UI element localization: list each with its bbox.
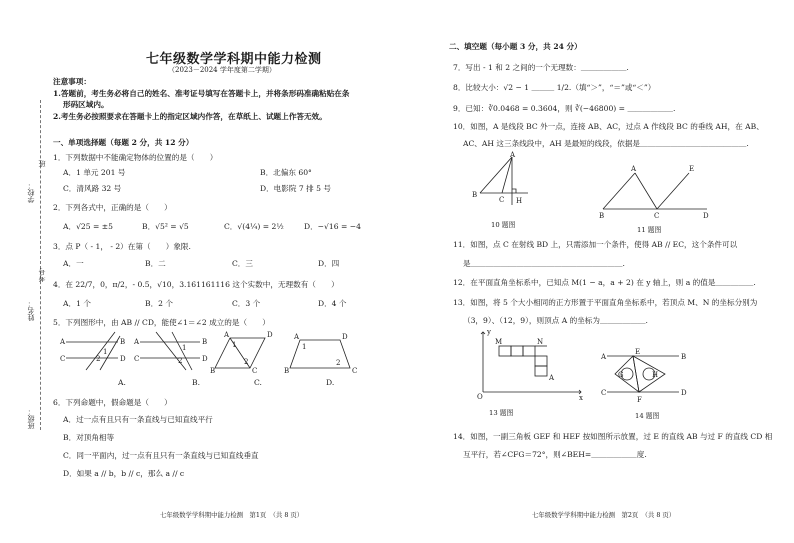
svg-text:B: B (120, 338, 126, 346)
figure-10 (472, 153, 542, 213)
question-8: 8．比较大小：√2 − 1 ＿＿＿ 1/2.（填“＞”，“＝”或“＜”） (453, 83, 656, 92)
question-11-line-1: 11．如图，点 C 在射线 BD 上，只需添加一个条件，使得 AB // EC，这个条件可以 (453, 240, 738, 249)
question-4: 4．在 22/7，0，π/2，- 0.5，√10，3.161161116 这个实数中，无理数有（ ） (53, 280, 339, 289)
q2-option-d: D．−√16 = −4 (304, 222, 361, 231)
q5-figures (60, 330, 360, 378)
fig13-label-m: M (495, 338, 503, 346)
q3-option-c: C．三 (232, 259, 253, 268)
fig14-label-a: A (601, 353, 607, 361)
fig14-label-c: C (601, 389, 607, 397)
svg-text:B: B (284, 367, 290, 375)
fig11-label-b: B (599, 212, 605, 220)
fig13-label-x: x (579, 394, 583, 402)
q3-option-d: D．四 (318, 259, 340, 268)
figure-14 (597, 344, 687, 406)
figure-13 (477, 330, 587, 402)
notes-title: 注意事项： (53, 77, 91, 86)
svg-text:2: 2 (244, 358, 249, 366)
note-2: 2.考生务必按照要求在答题卡上的指定区域内作答，在草纸上、试题上作答无效。 (53, 112, 327, 121)
question-11-line-2: 是＿＿＿＿＿＿＿＿＿＿＿＿＿＿＿＿＿＿＿＿. (463, 259, 625, 268)
fig14-label-b: B (681, 353, 687, 361)
fig14-label-f: F (637, 396, 642, 404)
svg-text:D: D (342, 333, 348, 341)
svg-text:A: A (224, 331, 230, 339)
svg-text:D: D (267, 331, 273, 339)
q2-option-c: C．√(4¼) = 2½ (224, 222, 284, 231)
q1-option-a: A．1 单元 201 号 (63, 168, 126, 177)
question-3: 3．点 P（ - 1， - 2）在第（ ）象限. (53, 242, 191, 251)
fig10-label-c: C (499, 196, 505, 204)
q4-option-d: D．4 个 (318, 299, 347, 308)
section-1-heading: 一、单项选择题（每题 2 分，共 12 分） (53, 138, 194, 147)
svg-text:B: B (202, 338, 208, 346)
exam-title: 七年级数学学科期中能力检测 (146, 52, 322, 67)
svg-text:D: D (120, 355, 126, 363)
svg-text:2: 2 (96, 355, 101, 363)
svg-text:B: B (210, 367, 216, 375)
fig14-label-d: D (681, 389, 687, 397)
q6-option-c: C．同一平面内，过一点有且只有一条直线与已知直线垂直 (63, 451, 259, 460)
q1-option-d: D．电影院 7 排 5 号 (260, 184, 331, 193)
svg-text:D: D (202, 355, 208, 363)
fig14-caption: 14 题图 (635, 412, 660, 420)
question-6: 6．下列命题中，假命题是（ ） (53, 398, 172, 407)
q6-option-a: A．过一点有且只有一条直线与已知直线平行 (63, 415, 213, 424)
fig13-label-n: N (537, 338, 544, 346)
question-2: 2．下列各式中，正确的是（ ） (53, 203, 172, 212)
fig13-caption: 13 题图 (489, 409, 514, 417)
q5-figure-c (215, 338, 265, 368)
svg-text:A: A (134, 338, 140, 346)
note-1b: 形码区域内。 (63, 100, 109, 109)
question-7: 7．写出 - 1 和 2 之间的一个无理数：＿＿＿＿＿＿. (453, 63, 629, 72)
q4-option-a: A．1 个 (63, 299, 91, 308)
svg-text:1: 1 (103, 348, 108, 356)
fig10-caption: 10 题图 (491, 221, 516, 229)
fig14-label-h: H (652, 371, 659, 379)
question-9: 9．已知：∛0.0468 = 0.3604，则 ∛(−46800) = ＿＿＿＿＿＿. (453, 104, 676, 113)
q5-figure-b (140, 332, 200, 370)
figure-11 (597, 163, 717, 221)
q4-option-b: B．2 个 (145, 299, 174, 308)
fig13-label-o: O (477, 393, 483, 401)
q5-figure-d (290, 340, 350, 368)
side-school-label: 学校： (27, 182, 35, 203)
question-10-line-2: AC、AH 这三条线段中，AH 是最短的线段，依据是＿＿＿＿＿＿＿＿＿＿＿＿＿＿. (463, 139, 749, 148)
question-14-line-2: 互平行，若∠CFG＝72°，则∠BEH=＿＿＿＿＿＿度. (463, 450, 647, 459)
svg-text:2: 2 (336, 359, 341, 367)
q1-option-c: C．清风路 32 号 (63, 184, 122, 193)
question-12: 12．在平面直角坐标系中，已知点 M(1 − a，a + 2) 在 y 轴上，则 a 的值是＿＿＿＿＿. (453, 278, 756, 287)
fig14-label-g: G (618, 371, 624, 379)
svg-text:A: A (60, 338, 66, 346)
fig10-label-a: A (510, 151, 516, 159)
exam-subtitle: （2023－2024 学年度第二学期） (168, 66, 276, 74)
fig13-label-y: y (487, 328, 491, 336)
q5-figure-a (66, 332, 120, 370)
q2-option-a: A．√25 = ±5 (63, 222, 113, 231)
fig11-caption: 11 题图 (637, 226, 662, 234)
fig11-label-a: A (631, 165, 637, 173)
svg-text:C: C (134, 355, 140, 363)
note-1: 1.答题前，考生务必将自己的姓名、准考证号填写在答题卡上，并将条形码准确粘贴在条 (53, 89, 350, 98)
page-2-footer: 七年级数学学科期中能力检测 第2页 （共 8 页） (532, 511, 676, 519)
fig11-label-d: D (703, 212, 709, 220)
q2-option-b: B．√5² = √5 (142, 222, 189, 231)
svg-text:2: 2 (178, 357, 183, 365)
svg-text:1: 1 (232, 341, 237, 349)
side-char-1: 班 (38, 160, 46, 167)
svg-text:1: 1 (302, 343, 307, 351)
q3-option-a: A．一 (63, 259, 84, 268)
side-name-label: 姓名： (27, 300, 35, 321)
fig10-label-b: B (472, 191, 478, 199)
svg-text:A: A (294, 333, 300, 341)
fig13-label-a: A (549, 374, 555, 382)
side-char-2: 考号 (38, 268, 46, 282)
svg-text:C: C (352, 367, 358, 375)
question-14-line-1: 14．如图，一副三角板 GEF 和 HEF 按如图所示放置，过 E 的直线 AB 与过 F 的直线 CD 相 (453, 432, 773, 441)
q3-option-b: B．二 (145, 259, 166, 268)
section-2-heading: 二、填空题（每小题 3 分，共 24 分） (449, 42, 582, 51)
question-5: 5．下列图形中，由 AB // CD，能使∠1＝∠2 成立的是（ ） (53, 318, 270, 327)
fig14-label-e: E (635, 348, 641, 356)
question-13-line-1: 13．如图，将 5 个大小相同的正方形置于平面直角坐标系中，若顶点 M、N 的坐标分别为 (453, 298, 758, 307)
fig10-label-h: H (516, 197, 523, 205)
q4-option-c: C．3 个 (232, 299, 261, 308)
q5-option-b: B. (192, 378, 200, 387)
q6-option-d: D．如果 a // b，b // c，那么 a // c (63, 469, 185, 478)
binding-line (40, 100, 41, 430)
page-1-footer: 七年级数学学科期中能力检测 第1页 （共 8 页） (160, 511, 304, 519)
fig11-label-c: C (654, 212, 660, 220)
question-10-line-1: 10．如图，A 是线段 BC 外一点，连接 AB、AC，过点 A 作线段 BC 的垂线 AH，在 AB、 (453, 122, 764, 131)
fig11-label-e: E (689, 165, 695, 173)
q1-option-b: B．北偏东 60° (260, 168, 312, 177)
question-13-line-2: （3，9）、（12，9），则顶点 A 的坐标为＿＿＿＿＿＿. (463, 316, 648, 325)
q5-option-a: A. (118, 378, 126, 387)
svg-text:1: 1 (182, 344, 187, 352)
side-class-label: 班级： (27, 408, 35, 429)
svg-text:C: C (60, 355, 66, 363)
question-1: 1．下列数据中不能确定物体的位置的是（ ） (53, 153, 218, 162)
q5-option-c: C. (254, 378, 262, 387)
q6-option-b: B．对顶角相等 (63, 433, 115, 442)
page-2 (397, 0, 794, 543)
q5-option-d: D. (326, 378, 335, 387)
svg-text:C: C (252, 367, 258, 375)
